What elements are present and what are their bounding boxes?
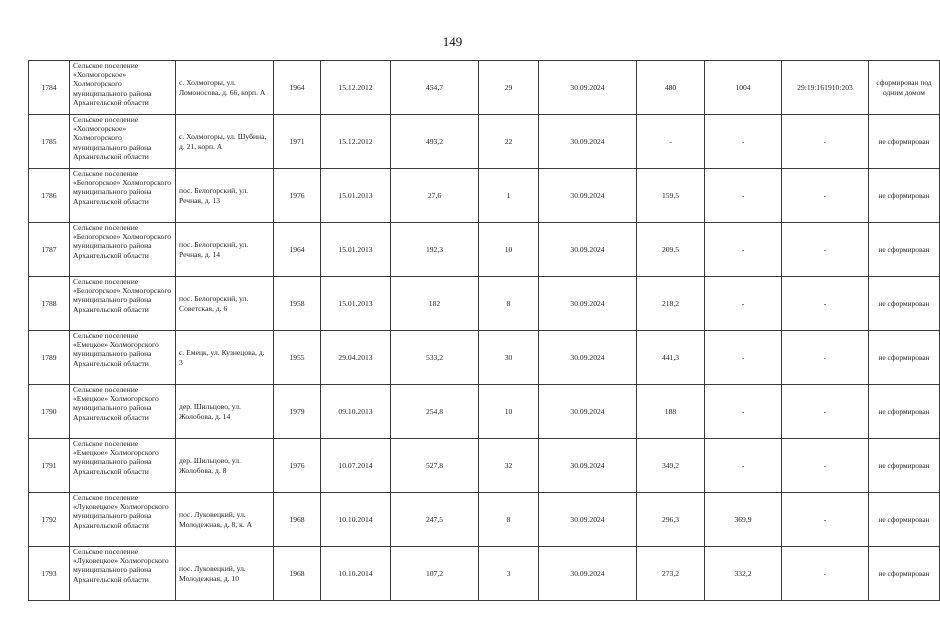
land-area-a-cell: 159,5: [637, 169, 705, 223]
table-row: [29, 331, 940, 385]
build-year-cell: 1976: [274, 439, 321, 493]
land-area-a-cell: -: [637, 115, 705, 169]
cadastral-number-cell: -: [782, 223, 869, 277]
land-status-cell: не сформирован: [869, 331, 940, 385]
date-recognized-cell: 10.10.2014: [321, 493, 391, 547]
land-area-a-cell: 188: [637, 385, 705, 439]
land-area-a-cell: 480: [637, 61, 705, 115]
land-status-cell: не сформирован: [869, 439, 940, 493]
residents-cell: 32: [479, 439, 539, 493]
area-cell: 527,8: [391, 439, 479, 493]
land-status-cell: сформирован под одним домом: [869, 61, 940, 115]
owner-settlement-cell: Сельское поселение «Луковецкое» Холмогорского муниципального района Архангельской области: [70, 493, 176, 547]
address-cell: дер. Шильцово, ул. Жолобова, д. 14: [176, 385, 274, 439]
cadastral-number-cell: -: [782, 331, 869, 385]
owner-settlement-cell: Сельское поселение «Холмогорское» Холмогорского муниципального района Архангельской области: [70, 61, 176, 115]
planned-date-cell: 30.09.2024: [539, 331, 637, 385]
table-row: [29, 439, 940, 493]
land-status-cell: не сформирован: [869, 493, 940, 547]
land-area-b-cell: -: [705, 223, 782, 277]
address-cell: пос. Белогорский, ул. Речная, д. 13: [176, 169, 274, 223]
cadastral-number-cell: -: [782, 439, 869, 493]
residents-cell: 10: [479, 385, 539, 439]
address-cell: с. Холмогоры, ул. Шубина, д. 21, корп. А: [176, 115, 274, 169]
planned-date-cell: 30.09.2024: [539, 547, 637, 601]
land-area-b-cell: -: [705, 385, 782, 439]
residents-cell: 22: [479, 115, 539, 169]
table-row: [29, 385, 940, 439]
area-cell: 454,7: [391, 61, 479, 115]
table-row: [29, 61, 940, 115]
area-cell: 493,2: [391, 115, 479, 169]
land-status-cell: не сформирован: [869, 115, 940, 169]
date-recognized-cell: 15.12.2012: [321, 61, 391, 115]
date-recognized-cell: 29.04.2013: [321, 331, 391, 385]
land-status-cell: не сформирован: [869, 277, 940, 331]
build-year-cell: 1968: [274, 493, 321, 547]
planned-date-cell: 30.09.2024: [539, 385, 637, 439]
land-area-a-cell: 349,2: [637, 439, 705, 493]
residents-cell: 29: [479, 61, 539, 115]
date-recognized-cell: 15.12.2012: [321, 115, 391, 169]
land-area-a-cell: 296,3: [637, 493, 705, 547]
land-area-b-cell: -: [705, 169, 782, 223]
date-recognized-cell: 15.01.2013: [321, 277, 391, 331]
residents-cell: 8: [479, 277, 539, 331]
build-year-cell: 1979: [274, 385, 321, 439]
table-row: [29, 115, 940, 169]
row-number-cell: 1793: [29, 547, 70, 601]
area-cell: 27,6: [391, 169, 479, 223]
row-number-cell: 1790: [29, 385, 70, 439]
cadastral-number-cell: -: [782, 115, 869, 169]
date-recognized-cell: 15.01.2013: [321, 223, 391, 277]
area-cell: 254,8: [391, 385, 479, 439]
table-row: [29, 493, 940, 547]
date-recognized-cell: 10.10.2014: [321, 547, 391, 601]
owner-settlement-cell: Сельское поселение «Емецкое» Холмогорского муниципального района Архангельской области: [70, 331, 176, 385]
owner-settlement-cell: Сельское поселение «Белогорское» Холмогорского муниципального района Архангельской области: [70, 169, 176, 223]
area-cell: 192,3: [391, 223, 479, 277]
planned-date-cell: 30.09.2024: [539, 61, 637, 115]
land-status-cell: не сформирован: [869, 223, 940, 277]
residents-cell: 30: [479, 331, 539, 385]
planned-date-cell: 30.09.2024: [539, 169, 637, 223]
land-area-a-cell: 209,5: [637, 223, 705, 277]
land-area-b-cell: -: [705, 331, 782, 385]
planned-date-cell: 30.09.2024: [539, 115, 637, 169]
residents-cell: 8: [479, 493, 539, 547]
owner-settlement-cell: Сельское поселение «Луковецкое» Холмогорского муниципального района Архангельской области: [70, 547, 176, 601]
area-cell: 533,2: [391, 331, 479, 385]
land-area-b-cell: 1004: [705, 61, 782, 115]
land-area-a-cell: 218,2: [637, 277, 705, 331]
build-year-cell: 1958: [274, 277, 321, 331]
build-year-cell: 1955: [274, 331, 321, 385]
cadastral-number-cell: -: [782, 385, 869, 439]
row-number-cell: 1784: [29, 61, 70, 115]
address-cell: пос. Луковецкий, ул. Молодежная, д. 10: [176, 547, 274, 601]
address-cell: с. Емецк, ул. Кузнецова, д. 3: [176, 331, 274, 385]
build-year-cell: 1971: [274, 115, 321, 169]
table-row: [29, 169, 940, 223]
owner-settlement-cell: Сельское поселение «Емецкое» Холмогорского муниципального района Архангельской области: [70, 385, 176, 439]
owner-settlement-cell: Сельское поселение «Белогорское» Холмогорского муниципального района Архангельской области: [70, 277, 176, 331]
row-number-cell: 1785: [29, 115, 70, 169]
land-area-b-cell: -: [705, 439, 782, 493]
build-year-cell: 1976: [274, 169, 321, 223]
land-area-b-cell: 369,9: [705, 493, 782, 547]
row-number-cell: 1791: [29, 439, 70, 493]
land-area-a-cell: 273,2: [637, 547, 705, 601]
land-area-b-cell: 332,2: [705, 547, 782, 601]
address-cell: пос. Белогорский, ул. Советская, д. 6: [176, 277, 274, 331]
address-cell: пос. Луковецкий, ул. Молодежная, д. 8, к. А: [176, 493, 274, 547]
row-number-cell: 1792: [29, 493, 70, 547]
land-status-cell: не сформирован: [869, 547, 940, 601]
area-cell: 247,5: [391, 493, 479, 547]
land-area-b-cell: -: [705, 115, 782, 169]
row-number-cell: 1786: [29, 169, 70, 223]
residents-cell: 3: [479, 547, 539, 601]
land-area-b-cell: -: [705, 277, 782, 331]
cadastral-number-cell: -: [782, 277, 869, 331]
table-row: [29, 547, 940, 601]
cadastral-number-cell: -: [782, 169, 869, 223]
cadastral-number-cell: 29:19:161910:203: [782, 61, 869, 115]
table-row: [29, 223, 940, 277]
residents-cell: 1: [479, 169, 539, 223]
cadastral-number-cell: -: [782, 493, 869, 547]
owner-settlement-cell: Сельское поселение «Холмогорское» Холмогорского муниципального района Архангельской области: [70, 115, 176, 169]
planned-date-cell: 30.09.2024: [539, 223, 637, 277]
address-cell: дер. Шильцово, ул. Жолобова, д. 8: [176, 439, 274, 493]
planned-date-cell: 30.09.2024: [539, 493, 637, 547]
table-row: [29, 277, 940, 331]
cadastral-number-cell: -: [782, 547, 869, 601]
housing-registry-table: [28, 60, 940, 601]
build-year-cell: 1968: [274, 547, 321, 601]
land-area-a-cell: 441,3: [637, 331, 705, 385]
date-recognized-cell: 15.01.2013: [321, 169, 391, 223]
residents-cell: 10: [479, 223, 539, 277]
date-recognized-cell: 10.07.2014: [321, 439, 391, 493]
address-cell: с. Холмогоры, ул. Ломоносова, д. 66, корп. А: [176, 61, 274, 115]
planned-date-cell: 30.09.2024: [539, 277, 637, 331]
build-year-cell: 1964: [274, 61, 321, 115]
build-year-cell: 1964: [274, 223, 321, 277]
land-status-cell: не сформирован: [869, 169, 940, 223]
owner-settlement-cell: Сельское поселение «Белогорское» Холмогорского муниципального района Архангельской области: [70, 223, 176, 277]
area-cell: 182: [391, 277, 479, 331]
row-number-cell: 1788: [29, 277, 70, 331]
row-number-cell: 1789: [29, 331, 70, 385]
page-number: 149: [442, 34, 463, 49]
date-recognized-cell: 09.10.2013: [321, 385, 391, 439]
row-number-cell: 1787: [29, 223, 70, 277]
planned-date-cell: 30.09.2024: [539, 439, 637, 493]
land-status-cell: не сформирован: [869, 385, 940, 439]
address-cell: пос. Белогорский, ул. Речная, д. 14: [176, 223, 274, 277]
owner-settlement-cell: Сельское поселение «Емецкое» Холмогорского муниципального района Архангельской области: [70, 439, 176, 493]
area-cell: 107,2: [391, 547, 479, 601]
